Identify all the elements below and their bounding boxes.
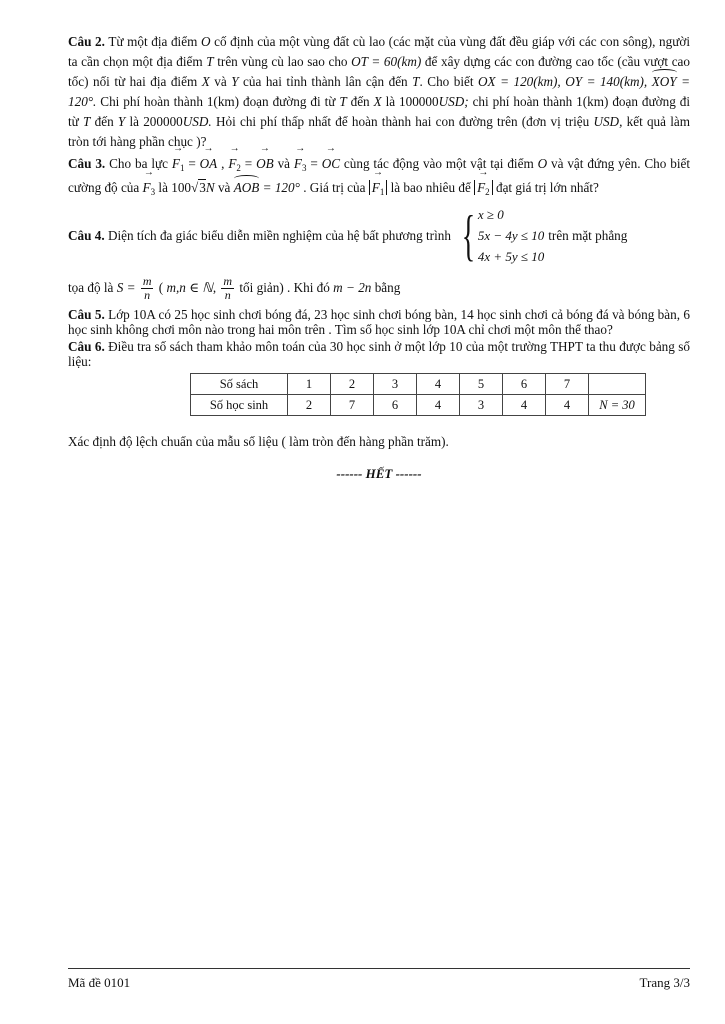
inequality-1: x ≥ 0 [477, 207, 504, 222]
q3-text: là 100 [155, 180, 192, 195]
question-4-cont [68, 273, 690, 303]
q5-text: Lớp 10A có 25 học sinh chơi bóng đá, 23 học sinh chơi bóng bàn, 14 học sinh chơi cả bóng đá và bóng bàn, 6 học sinh không chơi môn nào trong hai môn trên . Tìm số học sinh lớp 10A chỉ chơi một môn thể thao? [68, 307, 691, 337]
q2-unit: USD; [438, 94, 469, 109]
page-footer [68, 968, 690, 991]
table-cell: 6 [374, 395, 417, 416]
data-table [190, 373, 646, 416]
vector-f3-b [143, 178, 156, 202]
q2-text: để xây dựng các con đường cao tốc (cầu vượt cao tốc) nối từ hai địa điểm [68, 54, 690, 89]
question-3: Câu 3. Cho ba lực → $F_1$ = → OA , → $F_2$ = → OB và → $F_3$ = → OC cùng tác động vào một vật tại điểm O và vật đứng yên. Cho biết cường độ của → $F_3$ là 100√3N và AOB = 120° . Giá trị của → $F_1$ là bao nhiêu để → $F_2$ đạt giá trị lớn nhất? [68, 154, 690, 202]
magnitude-f1 [369, 180, 388, 195]
numerator: m [223, 274, 233, 289]
vector-oc: → OC [322, 154, 340, 174]
q2-text: của hai tỉnh thành lân cận đến [238, 74, 413, 89]
q3-text: , [217, 156, 229, 171]
fraction-m-n-2 [221, 275, 234, 302]
question-6-task: Xác định độ lệch chuẩn của mẫu số liệu ( làm tròn đến hàng phần trăm). [68, 434, 449, 449]
q2-formula-ot: OT = 60(km) [351, 54, 422, 69]
q3-text: là bao nhiêu để [387, 180, 475, 195]
q3-text: và [273, 156, 294, 171]
table-cell: 4 [417, 395, 460, 416]
page-number: Trang 3/3 [639, 975, 690, 990]
vector-subscript: 1 [379, 187, 385, 197]
question-3-label: Câu 3. [68, 156, 106, 171]
vector-oa: → OA [200, 154, 218, 174]
q3-angle-aob: AOB [234, 178, 260, 198]
vector-f1 [172, 154, 185, 178]
q2-text: chi phí hoàn thành 1(km) đoạn đường đi từ [68, 94, 690, 129]
q2-text: và [209, 74, 232, 89]
q2-text: đến [346, 94, 374, 109]
q3-text: = [240, 156, 257, 171]
q4-text: bằng [371, 280, 401, 295]
q2-text: đến [90, 114, 118, 129]
fraction-m-n [141, 275, 154, 302]
q4-text: tọa độ là [68, 280, 117, 295]
q3-var: O [537, 156, 548, 171]
table-row [191, 395, 646, 416]
q3-unit: N [205, 180, 215, 195]
end-marker: ------ HẾT ------ [336, 466, 422, 481]
q2-var: O [200, 34, 211, 49]
table-cell: 2 [288, 395, 331, 416]
q3-text: Cho ba lực [105, 156, 172, 171]
question-2-label: Câu 2. [68, 34, 105, 49]
table-cell: 3 [374, 374, 417, 395]
vector-symbol: F [171, 156, 180, 171]
table-cell: 6 [503, 374, 546, 395]
q3-text: và [214, 180, 234, 195]
q2-text: kết quả làm tròn tới hàng phần chục )? [68, 114, 690, 149]
q3-text: đạt giá trị lớn nhất? [492, 180, 599, 195]
q2-text: là 200000 [125, 114, 183, 129]
question-2 [68, 32, 690, 152]
vector-f3 [294, 154, 307, 178]
q2-angle-xoy: XOY [652, 72, 677, 92]
table-cell: 4 [503, 395, 546, 416]
q2-unit: USD, [593, 114, 623, 129]
question-5 [68, 307, 690, 337]
q2-text: Hỏi chi phí thấp nhất để hoàn thành hai con đường trên (đơn vị triệu [211, 114, 594, 129]
question-4-label: Câu 4. [68, 227, 105, 243]
table-cell: 3 [460, 395, 503, 416]
inequality-3: 4x + 5y ≤ 10 [477, 249, 545, 264]
vector-symbol: F [142, 180, 151, 195]
question-6 [68, 339, 690, 369]
q3-text: . Giá trị của [299, 180, 369, 195]
table-cell: 2 [331, 374, 374, 395]
table-header: Số học sinh [191, 395, 288, 416]
q6-text: Điều tra số sách tham khảo môn toán của 30 học sinh ở một lớp 10 của một trường THPT ta thu được bảng số liệu: [68, 339, 690, 369]
vector-symbol: F [228, 156, 237, 171]
q2-formula-ox-oy: OX = 120(km), OY = 140(km), [478, 74, 648, 89]
q3-text: = [184, 156, 200, 171]
q4-text: tối giản) . Khi đó [236, 280, 334, 295]
q2-unit: USD. [182, 114, 212, 129]
vector-subscript: 3 [150, 187, 156, 197]
q4-expression: m − 2n [333, 280, 372, 295]
question-5-label: Câu 5. [68, 307, 105, 322]
vector-subscript: 3 [301, 163, 307, 173]
q3-text: = [306, 156, 322, 171]
exam-code: Mã đề 0101 [68, 975, 131, 990]
vector-f2 [228, 154, 241, 178]
sqrt-value: 3 [199, 180, 206, 195]
q2-var: Y [231, 74, 239, 89]
vector-subscript: 1 [179, 163, 185, 173]
q4-domain: m,n ∈ ℕ [166, 280, 213, 295]
brace-icon: { [461, 204, 476, 267]
numerator: m [142, 274, 152, 289]
q4-text: ( [155, 280, 167, 295]
vector-symbol: F [371, 180, 380, 195]
q4-text: Diện tích đa giác biểu diễn miền nghiệm của hệ bất phương trình [104, 227, 451, 243]
q2-text: là 100000 [381, 94, 439, 109]
q2-text: Chi phí hoàn thành 1(km) đoạn đường đi từ [96, 94, 340, 109]
vector-ob: → OB [256, 154, 274, 174]
vector-subscript: 2 [236, 163, 241, 173]
q2-var: T [83, 114, 91, 129]
table-cell: 7 [331, 395, 374, 416]
q4-text: , [212, 280, 220, 295]
q4-text: trên mặt phẳng [548, 227, 628, 243]
q2-text: . Cho biết [419, 74, 479, 89]
question-4 [68, 204, 690, 267]
q2-var: X [373, 94, 382, 109]
magnitude-f2 [474, 180, 493, 195]
table-cell: 4 [546, 395, 589, 416]
table-cell-empty [589, 374, 646, 395]
vector-symbol: F [293, 156, 302, 171]
q3-text: và vật đứng yên. Cho biết cường độ của [68, 156, 691, 195]
table-cell-total: N = 30 [589, 395, 646, 416]
q2-var: Y [117, 114, 126, 129]
table-header: Số sách [191, 374, 288, 395]
q3-text: cùng tác động vào một vật tại điểm [340, 156, 538, 171]
q2-var: T [339, 94, 347, 109]
document-body [68, 32, 690, 482]
question-6-label: Câu 6. [68, 339, 105, 354]
table-row [191, 374, 646, 395]
inequality-system [455, 204, 544, 267]
denominator: n [224, 288, 231, 303]
table-cell: 7 [546, 374, 589, 395]
table-cell: 4 [417, 374, 460, 395]
q2-text: Từ một địa điểm [104, 34, 201, 49]
q2-text: trên vùng cù lao sao cho [213, 54, 352, 69]
q2-text: cố định của một vùng đất cù lao (các mặt của vùng đất đều giáp với các con sông), người ta cần chọn một địa điểm [68, 34, 691, 69]
q2-var: X [201, 74, 210, 89]
inequality-2: 5x − 4y ≤ 10 [477, 228, 545, 243]
table-cell: 1 [288, 374, 331, 395]
q3-angle-value: = 120° [259, 180, 300, 195]
q2-angle-value: = 120°. [68, 74, 691, 109]
denominator: n [144, 288, 151, 303]
q4-var-s: S = [116, 280, 139, 295]
table-cell: 5 [460, 374, 503, 395]
q2-var: T [412, 74, 420, 89]
q2-var: T [206, 54, 214, 69]
vector-subscript: 2 [485, 187, 490, 197]
vector-symbol: F [477, 180, 486, 195]
